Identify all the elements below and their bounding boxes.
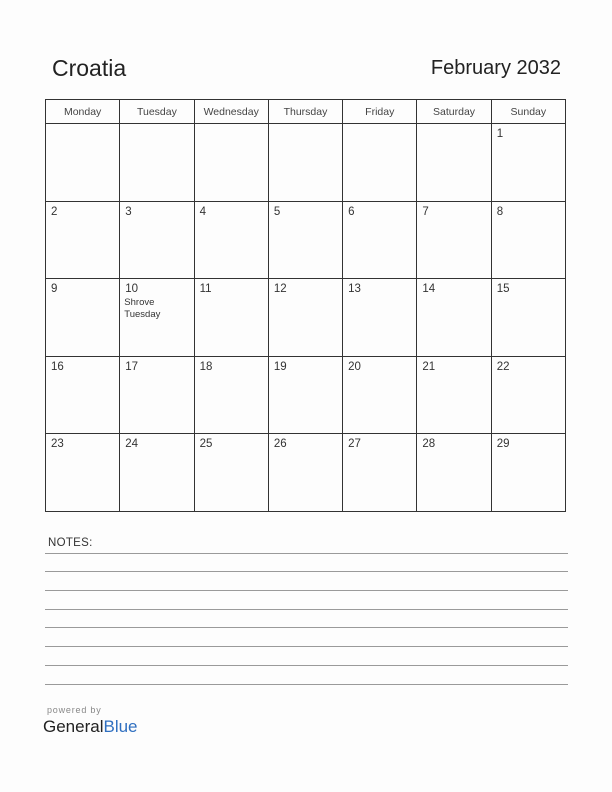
day-number: 19 (273, 360, 287, 373)
day-cell[interactable] (194, 434, 268, 512)
day-number (269, 124, 342, 128)
day-number: 14 (422, 283, 436, 296)
day-cell[interactable] (46, 124, 120, 202)
day-number: 20 (348, 360, 361, 373)
weekday-header: Thursday (268, 100, 342, 124)
day-number: 22 (496, 360, 510, 373)
day-cell[interactable] (194, 356, 268, 434)
day-cell[interactable] (46, 434, 120, 512)
brand-blue: Blue (103, 717, 138, 736)
day-number: 23 (51, 438, 64, 451)
day-number: 5 (273, 205, 281, 218)
day-number: 13 (348, 283, 361, 296)
day-number: 26 (273, 438, 287, 451)
weekday-header: Monday (46, 100, 120, 124)
day-number: 27 (348, 438, 361, 451)
day-number: 18 (199, 360, 213, 373)
day-number: 21 (422, 360, 436, 373)
notes-label: NOTES: (48, 537, 93, 549)
day-cell[interactable] (46, 201, 120, 279)
calendar-grid (45, 99, 566, 512)
week-row (46, 434, 566, 512)
day-cell[interactable] (120, 279, 194, 357)
day-number: 15 (496, 283, 510, 296)
notes-line (45, 590, 568, 591)
day-cell[interactable] (194, 124, 268, 202)
day-cell[interactable] (417, 124, 491, 202)
week-row (46, 356, 566, 434)
day-cell[interactable] (46, 279, 120, 357)
day-cell[interactable] (417, 201, 491, 279)
day-number: 24 (125, 438, 139, 451)
day-number: 8 (496, 205, 504, 218)
day-cell[interactable] (194, 201, 268, 279)
day-cell[interactable] (417, 434, 491, 512)
holiday-label: Shrove Tuesday (124, 297, 161, 321)
notes-line (45, 646, 568, 647)
weekday-header: Tuesday (120, 100, 194, 124)
day-number: 9 (51, 283, 58, 296)
day-number: 6 (348, 205, 355, 218)
day-cell[interactable] (343, 201, 417, 279)
notes-line (45, 684, 568, 685)
notes-line (45, 665, 568, 666)
day-number: 3 (125, 205, 132, 218)
month-year-title: February 2032 (430, 57, 561, 79)
day-number: 10 (125, 283, 139, 296)
weekday-header: Friday (343, 100, 417, 124)
weekday-header-row (46, 100, 566, 124)
notes-line (45, 553, 568, 554)
day-cell[interactable] (417, 356, 491, 434)
day-cell[interactable] (491, 279, 565, 357)
day-cell[interactable] (343, 434, 417, 512)
week-row (46, 201, 566, 279)
day-cell[interactable] (120, 434, 194, 512)
day-number: 11 (199, 283, 212, 296)
country-title: Croatia (52, 55, 127, 81)
day-cell[interactable] (194, 279, 268, 357)
weekday-header: Wednesday (194, 100, 268, 124)
day-cell[interactable] (268, 279, 342, 357)
day-cell[interactable] (491, 356, 565, 434)
day-cell[interactable] (491, 124, 565, 202)
day-cell[interactable] (268, 356, 342, 434)
day-number (343, 124, 416, 128)
generalblue-logo[interactable] (43, 716, 138, 738)
powered-by-text: powered by (47, 705, 102, 715)
week-row (46, 279, 566, 357)
week-row (46, 124, 566, 202)
day-cell[interactable] (120, 356, 194, 434)
weekday-header: Sunday (491, 100, 565, 124)
day-number: 1 (496, 128, 504, 140)
day-number: 12 (273, 283, 287, 296)
day-number: 4 (199, 205, 206, 218)
day-cell[interactable] (491, 201, 565, 279)
notes-line (45, 571, 568, 572)
day-number: 17 (125, 360, 139, 373)
day-number: 2 (51, 205, 58, 218)
day-number (46, 124, 119, 128)
notes-line (45, 609, 568, 610)
day-cell[interactable] (491, 434, 565, 512)
day-number: 25 (199, 438, 213, 451)
weekday-header: Saturday (417, 100, 491, 124)
day-number: 28 (422, 438, 436, 451)
day-number (417, 124, 490, 128)
notes-line (45, 627, 568, 628)
day-number: 7 (422, 205, 429, 218)
calendar-body (46, 124, 566, 512)
day-cell[interactable] (343, 124, 417, 202)
day-cell[interactable] (268, 124, 342, 202)
day-cell[interactable] (268, 201, 342, 279)
day-cell[interactable] (343, 356, 417, 434)
day-number: 16 (51, 360, 64, 373)
day-number (195, 124, 268, 128)
day-cell[interactable] (343, 279, 417, 357)
day-number (120, 124, 193, 128)
day-cell[interactable] (120, 201, 194, 279)
day-cell[interactable] (120, 124, 194, 202)
day-cell[interactable] (46, 356, 120, 434)
day-number: 29 (496, 438, 510, 451)
brand-general: General (43, 717, 104, 736)
day-cell[interactable] (268, 434, 342, 512)
day-cell[interactable] (417, 279, 491, 357)
